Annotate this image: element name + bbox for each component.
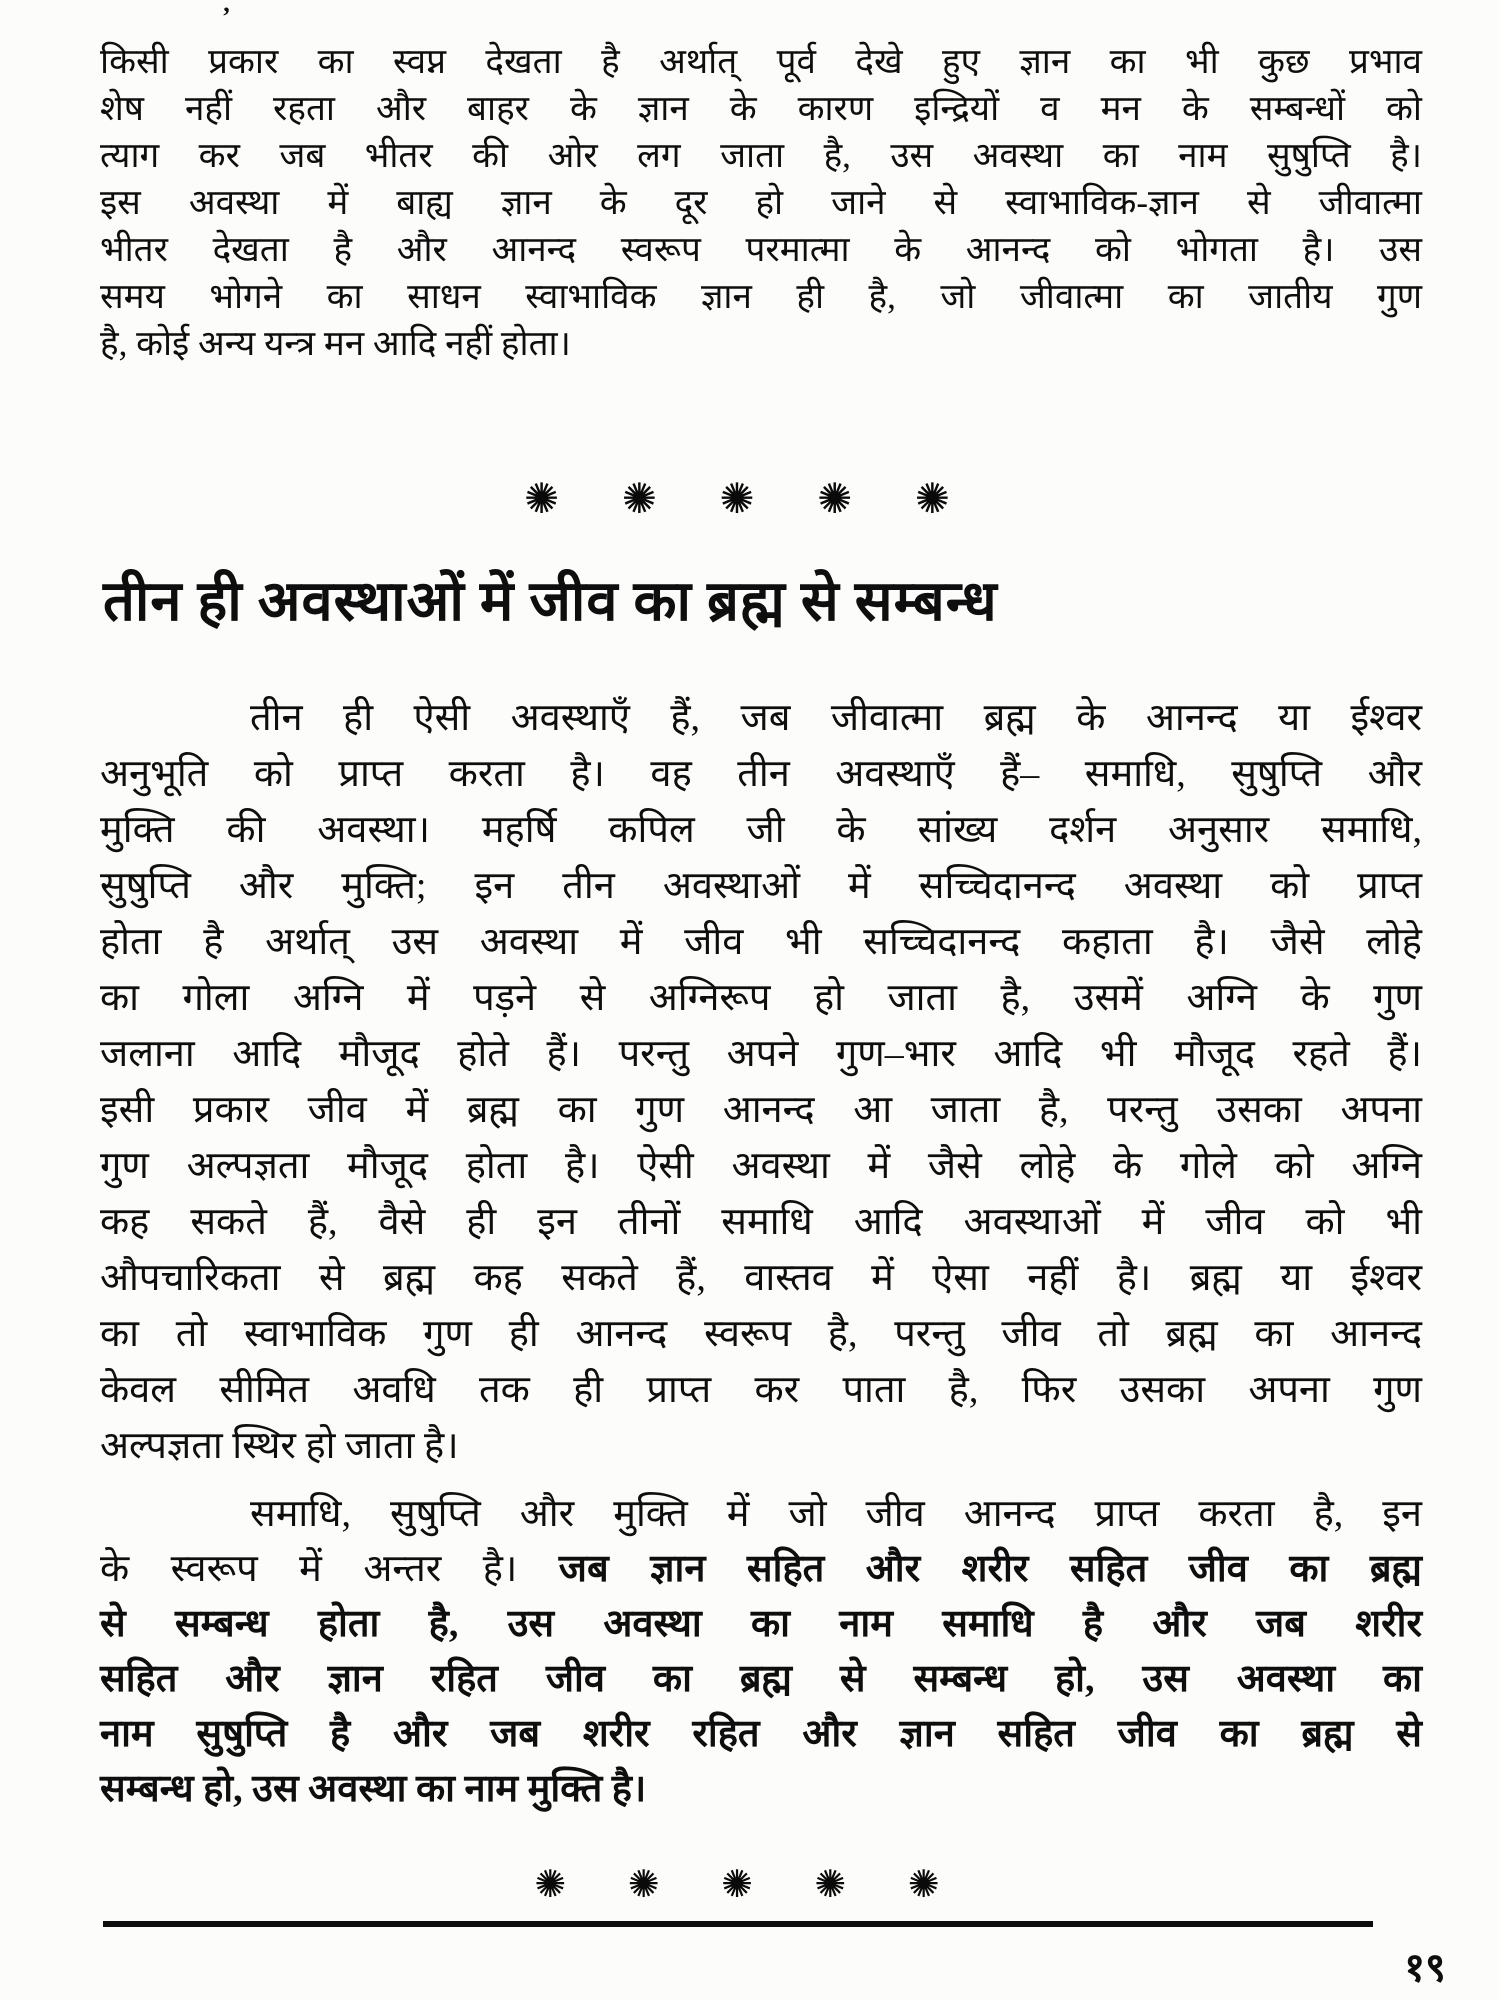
text-line	[100, 1138, 1422, 1194]
paragraph-samadhi-sushupti-mukti	[100, 1487, 1422, 1817]
bold-text-segment: जब ज्ञान सहित और शरीर सहित जीव का ब्रह्म	[558, 1548, 1422, 1590]
text-segment: का गोला अग्नि में पड़ने से अग्निरूप हो जाता है, उसमें अग्नि के गुण	[100, 977, 1422, 1019]
text-segment: का तो स्वाभाविक गुण ही आनन्द स्वरूप है, परन्तु जीव तो ब्रह्म का आनन्द	[100, 1313, 1422, 1355]
bold-text-segment: सम्बन्ध हो, उस अवस्था का नाम मुक्ति है।	[100, 1768, 647, 1810]
text-line	[100, 132, 1422, 179]
bold-text-segment: सहित और ज्ञान रहित जीव का ब्रह्म से सम्बन्ध हो, उस अवस्था का	[100, 1658, 1422, 1700]
text-line	[100, 1487, 1422, 1542]
text-segment: औपचारिकता से ब्रह्म कह सकते हैं, वास्तव में ऐसा नहीं है। ब्रह्म या ईश्वर	[100, 1257, 1422, 1299]
star-ornament-separator: ✺ ✺ ✺ ✺ ✺	[524, 477, 976, 523]
text-line	[100, 85, 1422, 132]
text-segment: शेष नहीं रहता और बाहर के ज्ञान के कारण इन्द्रियों व मन के सम्बन्धों को	[100, 89, 1422, 128]
text-line	[100, 1652, 1422, 1707]
text-segment: गुण अल्पज्ञता मौजूद होता है। ऐसी अवस्था में जैसे लोहे के गोले को अग्नि	[100, 1145, 1422, 1187]
text-line	[100, 1418, 1422, 1474]
text-segment: केवल सीमित अवधि तक ही प्राप्त कर पाता है, फिर उसका अपना गुण	[100, 1369, 1422, 1411]
text-segment: अल्पज्ञता स्थिर हो जाता है।	[100, 1425, 459, 1467]
text-line	[100, 746, 1422, 802]
text-segment: अनुभूति को प्राप्त करता है। वह तीन अवस्थाएँ हैं– समाधि, सुषुप्ति और	[100, 753, 1422, 795]
stray-print-mark: ’	[222, 2, 231, 31]
text-segment: इस अवस्था में बाह्य ज्ञान के दूर हो जाने से स्वाभाविक-ज्ञान से जीवात्मा	[100, 183, 1422, 222]
text-segment: समय भोगने का साधन स्वाभाविक ज्ञान ही है, जो जीवात्मा का जातीय गुण	[100, 277, 1422, 316]
text-line	[100, 1250, 1422, 1306]
text-segment: त्याग कर जब भीतर की ओर लग जाता है, उस अवस्था का नाम सुषुप्ति है।	[100, 136, 1422, 175]
text-segment: है, कोई अन्य यन्त्र मन आदि नहीं होता।	[100, 324, 571, 363]
text-segment: तीन ही ऐसी अवस्थाएँ हैं, जब जीवात्मा ब्रह्म के आनन्द या ईश्वर	[250, 697, 1422, 739]
text-segment: इसी प्रकार जीव में ब्रह्म का गुण आनन्द आ जाता है, परन्तु उसका अपना	[100, 1089, 1422, 1131]
text-segment: होता है अर्थात् उस अवस्था में जीव भी सच्चिदानन्द कहाता है। जैसे लोहे	[100, 921, 1422, 963]
text-line	[100, 858, 1422, 914]
text-line	[100, 690, 1422, 746]
paragraph-three-states	[100, 690, 1422, 1474]
text-line	[100, 970, 1422, 1026]
text-line	[100, 1306, 1422, 1362]
text-segment: कह सकते हैं, वैसे ही इन तीनों समाधि आदि अवस्थाओं में जीव को भी	[100, 1201, 1422, 1243]
star-ornament-separator: ✺ ✺ ✺ ✺ ✺	[534, 1864, 966, 1906]
text-segment: किसी प्रकार का स्वप्न देखता है अर्थात् पूर्व देखे हुए ज्ञान का भी कुछ प्रभाव	[100, 42, 1422, 81]
text-line	[100, 1542, 1422, 1597]
text-line	[100, 1597, 1422, 1652]
text-segment: सुषुप्ति और मुक्ति; इन तीन अवस्थाओं में सच्चिदानन्द अवस्था को प्राप्त	[100, 865, 1422, 907]
text-line	[100, 1707, 1422, 1762]
text-line	[100, 38, 1422, 85]
text-line	[100, 226, 1422, 273]
text-line	[100, 1362, 1422, 1418]
text-line	[100, 1082, 1422, 1138]
page-number: १९	[1404, 1945, 1446, 1990]
footer-divider-rule	[103, 1921, 1373, 1927]
text-line	[100, 320, 1422, 367]
text-line	[100, 273, 1422, 320]
text-line	[100, 1194, 1422, 1250]
text-line	[100, 1762, 1422, 1817]
text-line	[100, 179, 1422, 226]
text-line	[100, 802, 1422, 858]
text-segment: समाधि, सुषुप्ति और मुक्ति में जो जीव आनन्द प्राप्त करता है, इन	[250, 1493, 1422, 1535]
text-segment: जलाना आदि मौजूद होते हैं। परन्तु अपने गुण–भार आदि भी मौजूद रहते हैं।	[100, 1033, 1422, 1075]
section-heading: तीन ही अवस्थाओं में जीव का ब्रह्म से सम्बन्ध	[103, 571, 998, 633]
text-segment: के स्वरूप में अन्तर है।	[100, 1548, 559, 1590]
text-segment: भीतर देखता है और आनन्द स्वरूप परमात्मा के आनन्द को भोगता है। उस	[100, 230, 1422, 269]
text-line	[100, 914, 1422, 970]
text-segment: मुक्ति की अवस्था। महर्षि कपिल जी के सांख्य दर्शन अनुसार समाधि,	[100, 809, 1422, 851]
bold-text-segment: से सम्बन्ध होता है, उस अवस्था का नाम समाधि है और जब शरीर	[100, 1603, 1422, 1645]
bold-text-segment: नाम सुषुप्ति है और जब शरीर रहित और ज्ञान सहित जीव का ब्रह्म से	[100, 1713, 1422, 1755]
text-line	[100, 1026, 1422, 1082]
paragraph-continuation	[100, 38, 1422, 367]
